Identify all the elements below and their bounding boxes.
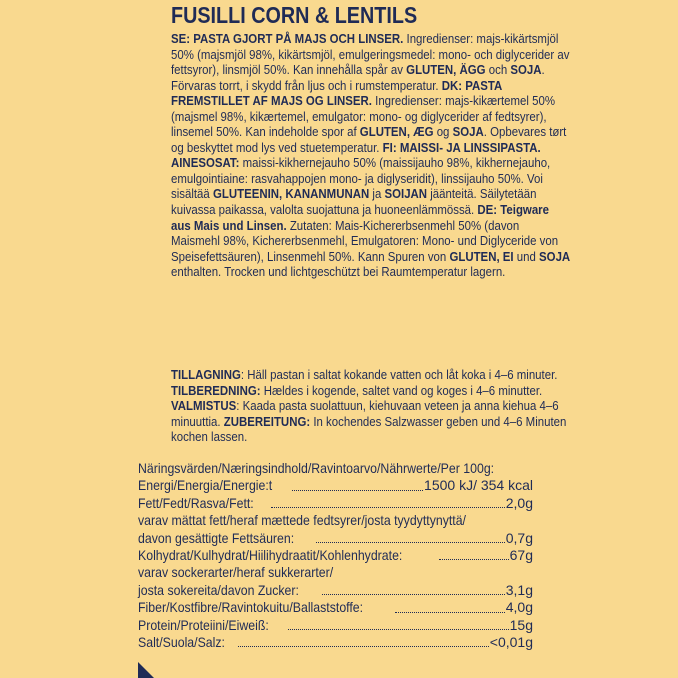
se-text: och (485, 62, 511, 78)
preparation-text (171, 367, 571, 445)
dk-allergens: GLUTEN, ÆG (359, 124, 434, 140)
nutrition-row-energy (138, 477, 533, 494)
de-heading: DE: Teigware aus Mais und Linsen. (171, 202, 549, 233)
nutrition-header-row (138, 460, 533, 477)
dot-leader (316, 541, 504, 543)
dk-text: Ingredienser: majs-kikærtemel 50% (majsmel 98%, kikærtemel, emulgator: mono- og diglycerider af fedtsyrer), linsemel 50%. Kan indeholde spor af (171, 93, 556, 140)
nutrition-row-sugar (138, 582, 533, 599)
prep-fi-text: : Kaada pasta suolattuun, kiehuvaan veteen ja anna kiehua 4–6 minuuttia. (171, 398, 559, 429)
fi-text: maissi-kikhernejauho 50% (maissijauho 98%, kikhernejauho, emulgointiaine: rasvahappojen mono- ja diglyseridit), linssijauho 50%. Voi sisältää (171, 155, 551, 202)
sugar-label-2: josta sokereita/davon Zucker: (138, 581, 299, 598)
se-soja: SOJA (510, 62, 542, 78)
fiber-label: Fiber/Kostfibre/Ravintokuitu/Ballaststoffe: (138, 599, 364, 616)
fiber-value: 4,0g (505, 599, 533, 616)
prep-se-text: : Häll pastan i saltat kokande vatten och låt koka i 4–6 minuter. (240, 367, 558, 382)
se-text: . Förvaras torrt, i skydd från ljus och i rumstemperatur. (171, 62, 545, 93)
prep-dk-heading: TILBEREDNING: (171, 382, 261, 398)
carbohydrate-label: Kolhydrat/Kulhydrat/Hiilihydraatit/Kohlenhydrate: (138, 546, 403, 563)
dot-leader (288, 628, 509, 630)
sugar-value: 3,1g (505, 581, 533, 598)
de-text: enthalten. Trocken und lichtgeschützt bei Raumtemperatur lagern. (171, 264, 506, 280)
nutrition-row-protein (138, 617, 533, 634)
saturated-fat-value: 0,7g (505, 529, 533, 546)
salt-value: <0,01g (489, 633, 533, 650)
salt-label: Salt/Suola/Salz: (138, 633, 225, 650)
fat-label: Fett/Fedt/Rasva/Fett: (138, 494, 254, 511)
energy-value: 1500 kJ/ 354 kcal (424, 477, 533, 494)
energy-label: Energi/Energia/Energie:t (138, 477, 273, 494)
nutrition-row-saturated-fat (138, 530, 533, 547)
dk-heading: DK: PASTA FREMSTILLET AF MAJS OG LINSER. (171, 77, 502, 109)
dot-leader (395, 611, 505, 613)
fi-allergens: GLUTEENIN, KANANMUNAN (212, 186, 370, 202)
fat-value: 2,0g (505, 494, 533, 511)
de-soja: SOJA (539, 248, 571, 264)
de-text: Zutaten: Mais-Kichererbsenmehl 50% (davon Maismehl 98%, Kichererbsenmehl, Emulgatoren: Mono- und Diglyceride von Speisefettsäuren), Linsenmehl 50%. Kann Spuren von (171, 217, 559, 264)
prep-de-text: In kochendes Salzwasser geben und 4–6 Minuten kochen lassen. (171, 413, 567, 445)
product-title: FUSILLI CORN & LENTILS (171, 2, 418, 28)
fi-heading: FI: MAISSI- JA LINSSIPASTA. AINESOSAT: (171, 139, 541, 171)
fi-text: ja (369, 186, 385, 202)
fi-text: jäänteitä. Säilytetään kuivassa paikassa, valolta suojattuna ja huoneenlämmössä. (171, 186, 537, 218)
fi-soja: SOIJAN (384, 186, 428, 202)
nutrition-row-carbohydrate (138, 547, 533, 564)
saturated-fat-label-2: davon gesättigte Fettsäuren: (138, 529, 295, 546)
prep-fi-heading: VALMISTUS (171, 398, 237, 414)
prep-se-heading: TILLAGNING (171, 367, 241, 382)
prep-de-heading: ZUBEREITUNG: (223, 413, 311, 429)
dot-leader (271, 506, 505, 508)
dot-leader (439, 558, 508, 560)
se-text: Ingredienser: majs-kikärtsmjöl 50% (majsmjöl 98%, kikärtsmjöl, emulgeringsmedel: mono- och diglycerider av fettsyror), linsmjöl 50%. Kan innehålla spår av (171, 31, 570, 78)
dot-leader (292, 489, 423, 491)
de-text: und (513, 248, 540, 264)
de-allergens: GLUTEN, EI (449, 248, 514, 264)
sugar-label-line (138, 564, 533, 581)
se-heading: SE: PASTA GJORT PÅ MAJS OCH LINSER. (171, 31, 404, 46)
dot-leader (322, 593, 505, 595)
ingredients-text (171, 31, 571, 280)
saturated-fat-label-line (138, 512, 533, 529)
ingredients-block (171, 31, 571, 280)
dk-text: . Opbevares tørt og beskyttet mod lys ved stuetemperatur. (171, 124, 567, 155)
nutrition-table (138, 460, 533, 651)
dk-text: og (433, 124, 453, 140)
nutrition-header: Näringsvärden/Næringsindhold/Ravintoarvo/Nährwerte/Per 100g: (138, 460, 495, 476)
protein-label: Protein/Proteiini/Eiweiß: (138, 616, 269, 633)
protein-value: 15g (509, 616, 533, 633)
nutrition-row-fiber (138, 599, 533, 616)
prep-dk-text: Hældes i kogende, saltet vand og koges i 4–6 minutter. (260, 382, 543, 398)
corner-triangle-mark (138, 662, 154, 678)
dk-soja: SOJA (452, 124, 484, 140)
dot-leader (238, 645, 489, 647)
se-allergens: GLUTEN, ÄGG (406, 62, 486, 78)
nutrition-row-fat (138, 495, 533, 512)
preparation-block (171, 367, 571, 445)
nutrition-row-salt (138, 634, 533, 651)
carbohydrate-value: 67g (509, 546, 533, 563)
saturated-fat-label: varav mättat fett/heraf mættede fedtsyrer/josta tyydyttynyttä/ (138, 512, 466, 529)
sugar-label: varav sockerarter/heraf sukkerarter/ (138, 564, 334, 581)
